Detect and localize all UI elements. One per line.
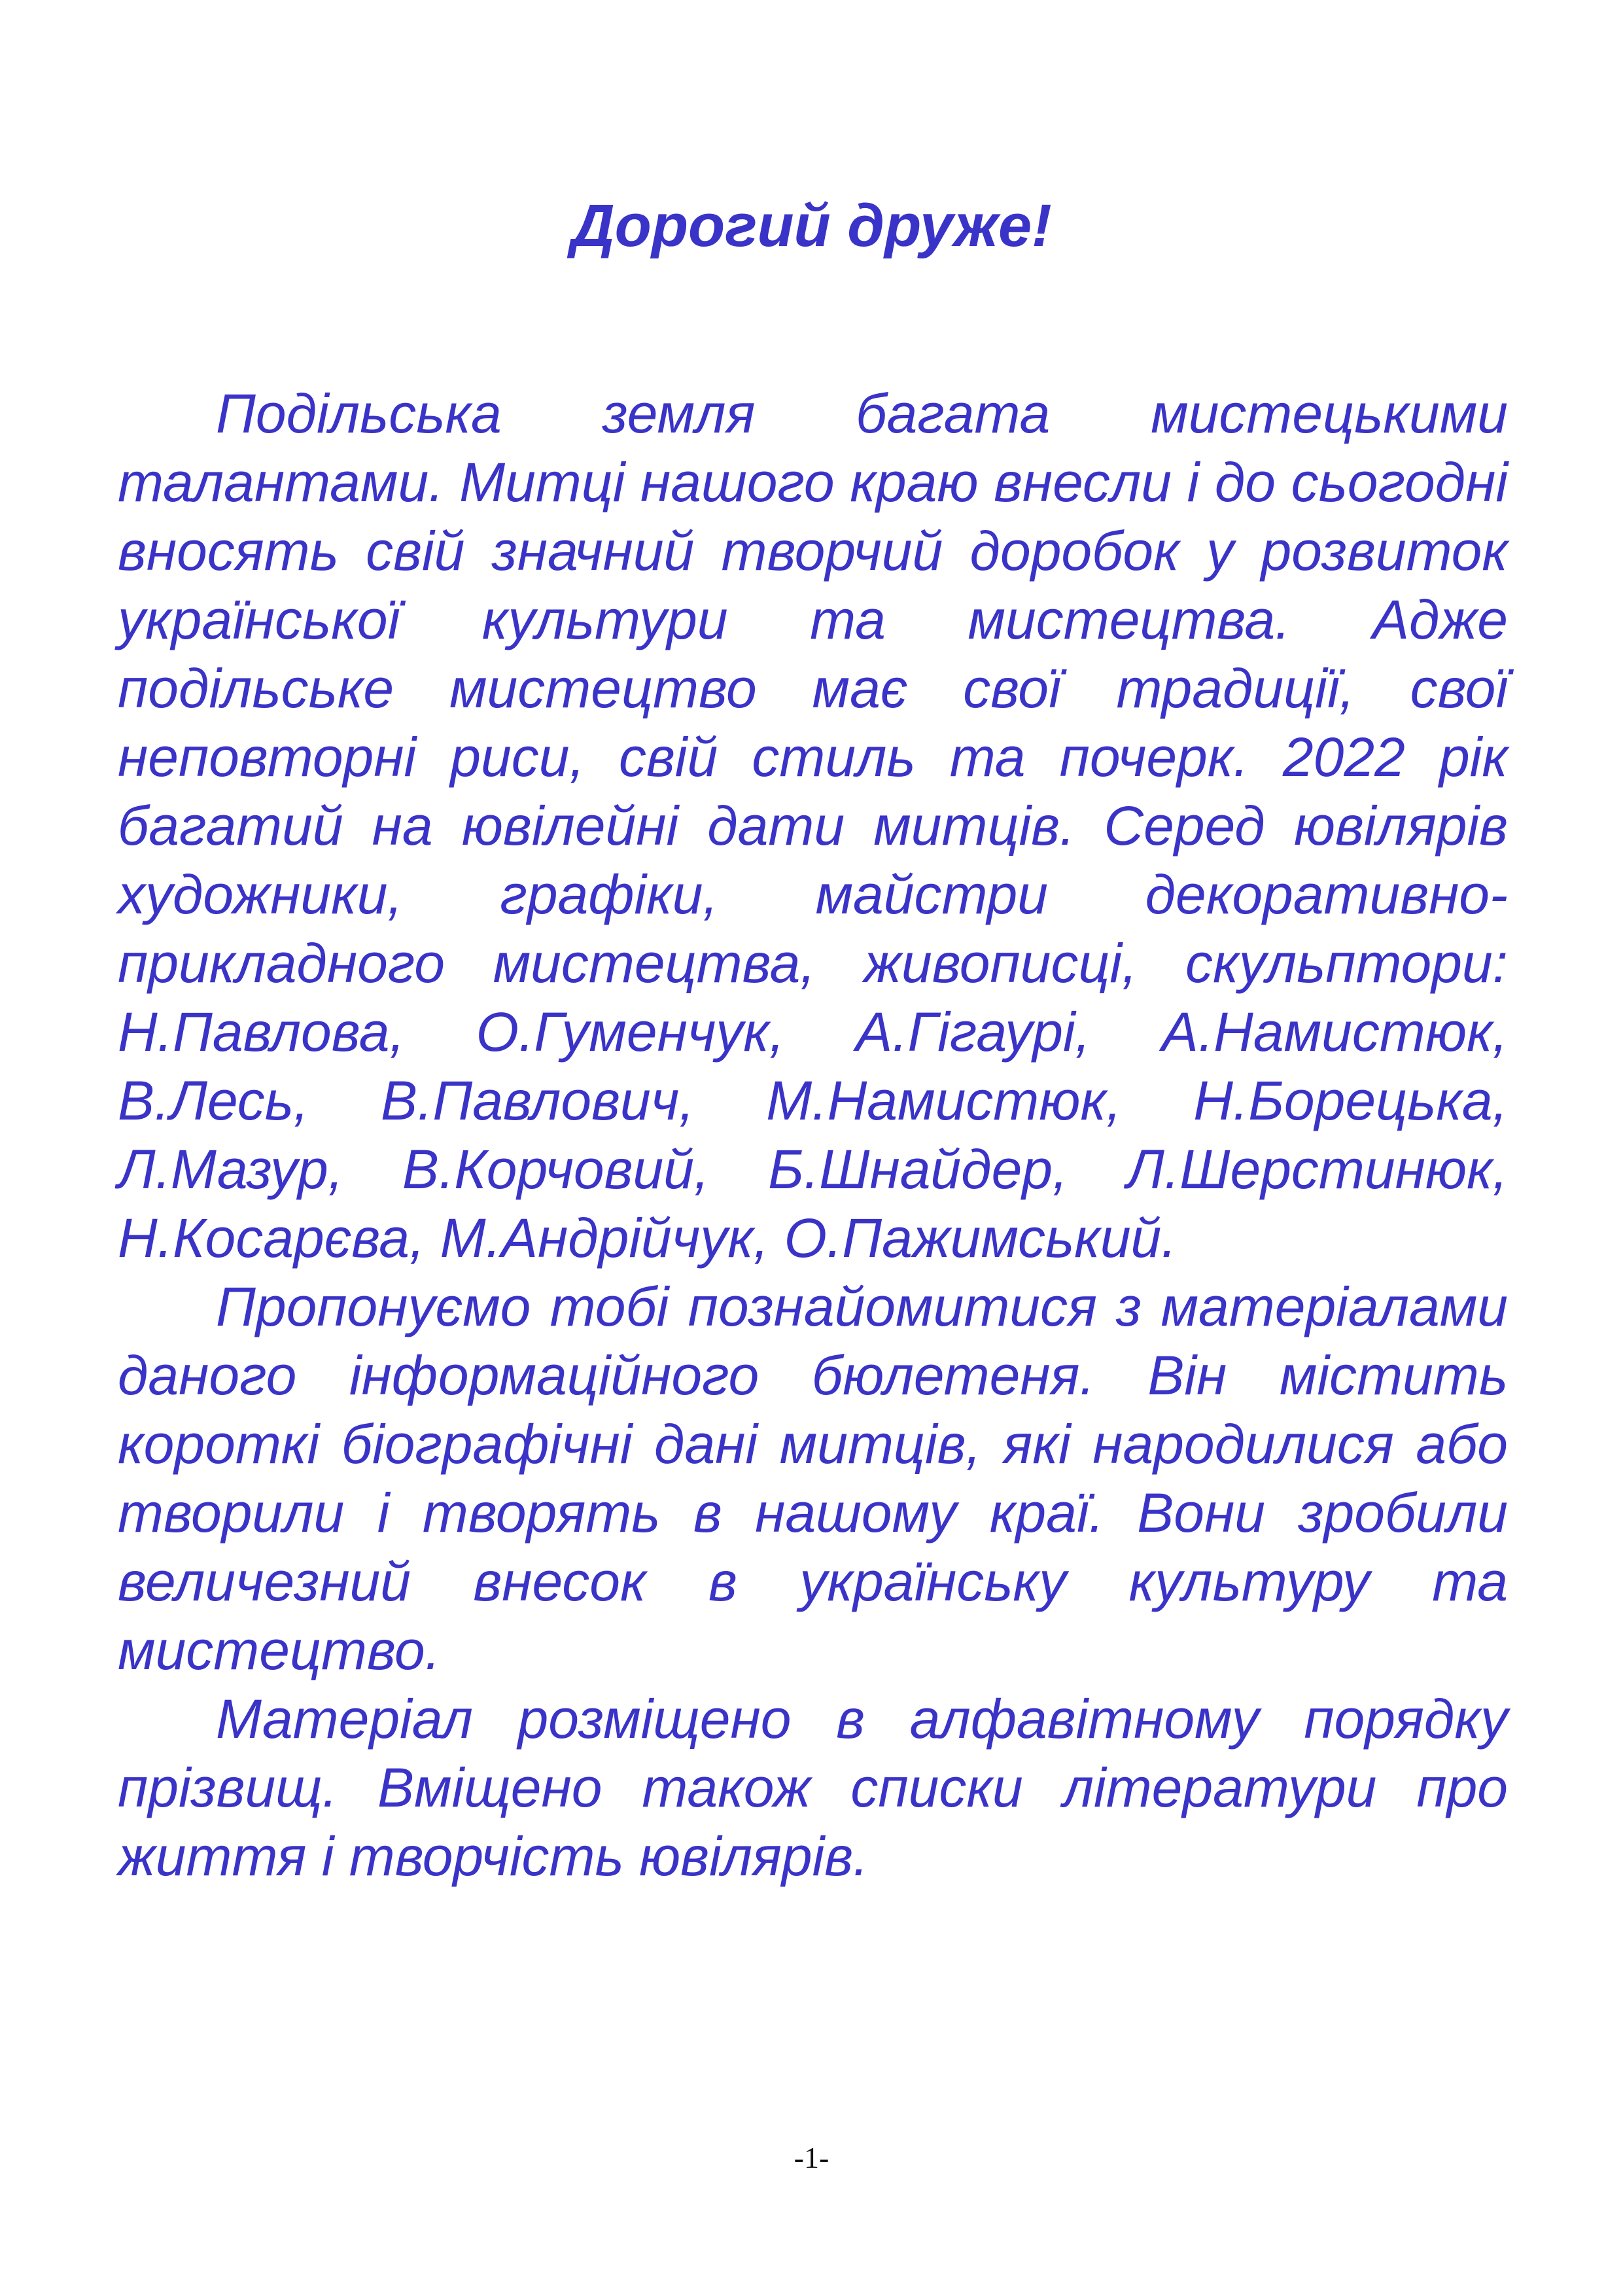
paragraph-bulletin: Пропонуємо тобі познайомитися з матеріалами даного інформаційного бюлетеня. Він містить короткі біографічні дані митців, які народилися або творили і творять в нашому краї. Вони зробили величезний внесок в українську культуру та мистецтво. (118, 1276, 1508, 1681)
page-title: Дорогий друже! (571, 192, 1052, 259)
body-text (118, 380, 1508, 1891)
paragraph-intro: Подільська земля багата мистецькими талантами. Митці нашого краю внесли і до сьогодні вносять свій значний творчий доробок у розвиток української культури та мистецтва. Адже подільське мистецтво має свої традиції, свої неповторні риси, свій стиль та почерк. 2022 рік багатий на ювілейні дати митців. Серед ювілярів художники, графіки, майстри декоративно-прикладного мистецтва, живописці, скульптори: Н.Павлова, О.Гуменчук, А.Гігаурі, А.Намистюк, В.Лесь, В.Павлович, М.Намистюк, Н.Борецька, Л.Мазур, В.Корчовий, Б.Шнайдер, Л.Шерстинюк, Н.Косарєва, М.Андрійчук, О.Пажимський. (118, 383, 1508, 1269)
page-number: -1- (794, 2141, 829, 2174)
paragraph-arrangement: Матеріал розміщено в алфавітному порядку прізвищ. Вміщено також списки літератури про життя і творчість ювілярів. (118, 1688, 1508, 1887)
